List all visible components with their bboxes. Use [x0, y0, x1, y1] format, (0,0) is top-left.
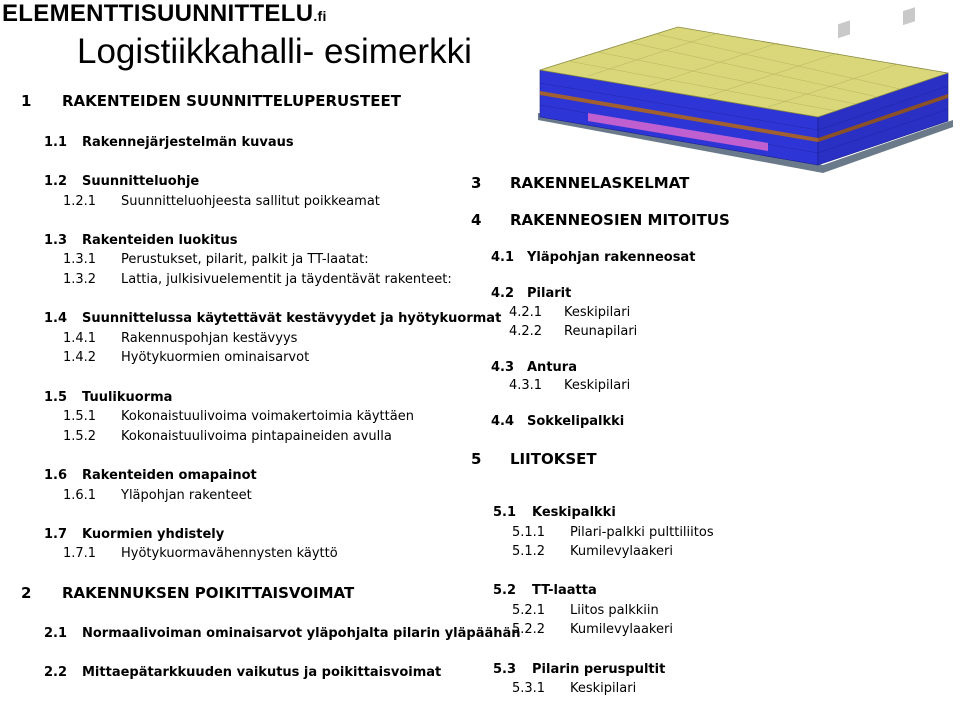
toc-item[interactable]: 1.6.1 Yläpohjan rakenteet: [63, 488, 252, 503]
toc-item[interactable]: 1.5.2 Kokonaistuulivoima pintapaineiden avulla: [63, 429, 392, 444]
toc-item[interactable]: 1.3.1 Perustukset, pilarit, palkit ja TT-laatat:: [63, 252, 369, 267]
toc-item[interactable]: 4 RAKENNEOSIEN MITOITUS: [471, 211, 730, 229]
toc-item[interactable]: 1.4.1 Rakennuspohjan kestävyys: [63, 331, 298, 346]
toc-item[interactable]: 1.2.1 Suunnitteluohjeesta sallitut poikkeamat: [63, 194, 380, 209]
toc-item[interactable]: 5.3 Pilarin peruspultit: [493, 662, 666, 677]
toc-item[interactable]: 4.2.2 Reunapilari: [509, 324, 638, 339]
toc-item[interactable]: 1.5.1 Kokonaistuulivoima voimakertoimia käyttäen: [63, 409, 414, 424]
toc-item[interactable]: 5 LIITOKSET: [471, 450, 597, 468]
page-title: Logistiikkahalli- esimerkki: [77, 32, 472, 71]
toc-item[interactable]: 1.4.2 Hyötykuormien ominaisarvot: [63, 350, 310, 365]
toc-item[interactable]: 4.3 Antura: [491, 360, 577, 375]
toc-item[interactable]: 1.2 Suunnitteluohje: [44, 174, 200, 189]
toc-item[interactable]: 4.3.1 Keskipilari: [509, 378, 631, 393]
logo-suffix: .fi: [313, 8, 327, 24]
toc-item[interactable]: 1.3 Rakenteiden luokitus: [44, 233, 238, 248]
toc-item[interactable]: 1.7 Kuormien yhdistely: [44, 527, 225, 542]
toc-item[interactable]: 1.5 Tuulikuorma: [44, 390, 173, 405]
toc-item[interactable]: 5.1 Keskipalkki: [493, 505, 616, 520]
toc-item[interactable]: 4.1 Yläpohjan rakenneosat: [491, 250, 696, 265]
toc-item[interactable]: 1.6 Rakenteiden omapainot: [44, 468, 257, 483]
toc-item[interactable]: 5.2.2 Kumilevylaakeri: [512, 622, 673, 637]
toc-item[interactable]: 4.2 Pilarit: [491, 286, 572, 301]
toc-item[interactable]: 5.1.1 Pilari-palkki pulttiliitos: [512, 525, 714, 540]
logo-text: ELEMENTTISUUNNITTELU: [2, 0, 314, 27]
toc-item[interactable]: 2 RAKENNUKSEN POIKITTAISVOIMAT: [21, 584, 355, 602]
toc-item[interactable]: 4.4 Sokkelipalkki: [491, 414, 625, 429]
toc-item[interactable]: 5.2 TT-laatta: [493, 583, 597, 598]
toc-item[interactable]: 5.2.1 Liitos palkkiin: [512, 603, 659, 618]
toc-item[interactable]: 5.3.1 Keskipilari: [512, 681, 637, 696]
toc-right-column: [468, 0, 960, 721]
toc-item[interactable]: 1.1 Rakennejärjestelmän kuvaus: [44, 135, 294, 150]
toc-item[interactable]: 2.1 Normaalivoiman ominaisarvot yläpohjalta pilarin yläpäähän: [44, 626, 521, 641]
toc-item[interactable]: 2.2 Mittaepätarkkuuden vaikutus ja poikittaisvoimat: [44, 665, 442, 680]
toc-item[interactable]: 5.1.2 Kumilevylaakeri: [512, 544, 673, 559]
toc-item[interactable]: 3 RAKENNELASKELMAT: [471, 174, 690, 192]
toc-item[interactable]: 1.7.1 Hyötykuormavähennysten käyttö: [63, 546, 338, 561]
toc-item[interactable]: 1 RAKENTEIDEN SUUNNITTELUPERUSTEET: [21, 92, 401, 110]
toc-item[interactable]: 1.3.2 Lattia, julkisivuelementit ja täydentävät rakenteet:: [63, 272, 452, 287]
toc-item[interactable]: 1.4 Suunnittelussa käytettävät kestävyydet ja hyötykuormat: [44, 311, 502, 326]
toc-item[interactable]: 4.2.1 Keskipilari: [509, 305, 631, 320]
